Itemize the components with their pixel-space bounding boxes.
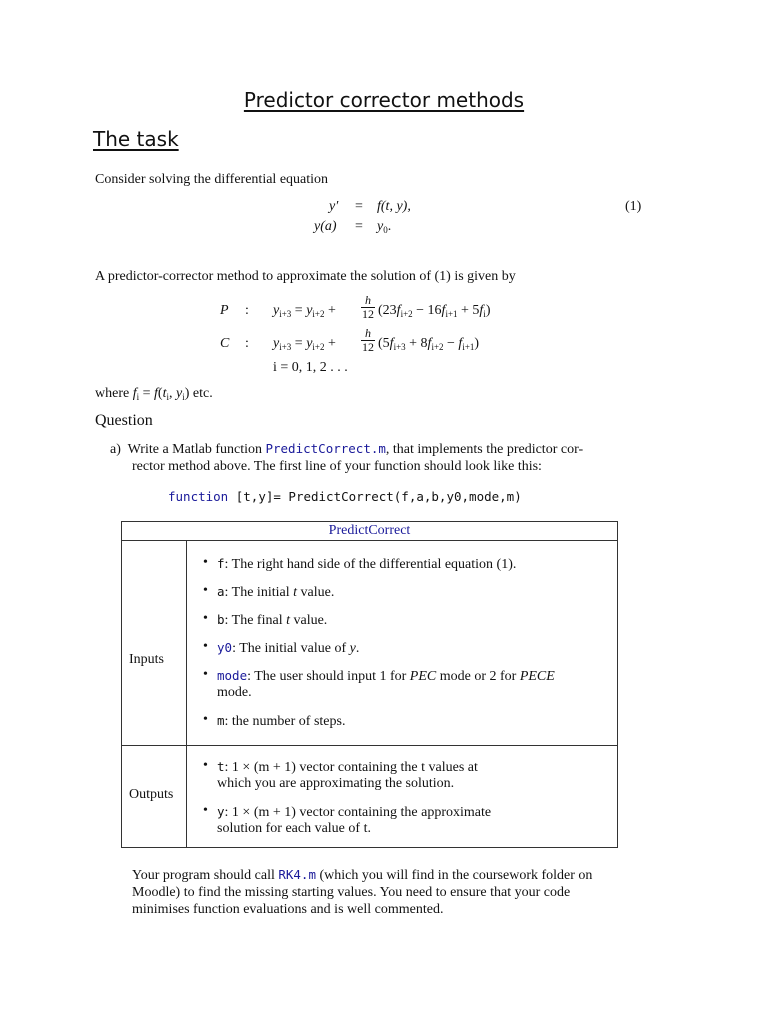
function-spec-table [121, 521, 618, 848]
filename-rk4: RK4.m [278, 867, 316, 882]
code-line: function [t,y]= PredictCorrect(f,a,b,y0,mode,m) [168, 489, 522, 504]
input-mode: • mode: The user should input 1 for PEC mode or 2 for PECE mode. [217, 668, 612, 701]
outputs-row [122, 745, 617, 847]
intro-text: Consider solving the differential equation [95, 172, 329, 187]
input-a: • a: The initial t value. [217, 584, 612, 601]
equation-number: (1) [625, 199, 642, 214]
inputs-label: Inputs [122, 540, 187, 745]
section-heading: The task [93, 127, 179, 151]
predictor-formula: P : $y_{i+3} = y_{i+2}$ + $\frac{h}{12}$ $(23f_{i+2} - 16f_{i+1} + 5f_i)$ [220, 293, 491, 321]
index-line: i = 0, 1, 2 . . . [273, 360, 348, 375]
closing-paragraph: Your program should call RK4.m (which you will find in the coursework folder on Moodle) to find the missing starting values. You need to ensure that your code minimises function evaluations and is well commented. [132, 867, 593, 917]
input-y0: • y0: The initial value of y. [217, 640, 612, 657]
question-heading: Question [95, 412, 153, 429]
inputs-row [122, 540, 617, 746]
where-text: where $f_i = f(t_i$, $y_i$) etc. [95, 386, 213, 402]
input-f: • f: The right hand side of the differential equation (1). [217, 556, 612, 573]
input-b: • b: The final t value. [217, 612, 612, 629]
filename-predictcorrect: PredictCorrect.m [265, 441, 386, 456]
ode-equation: y′ = f(t, y), (1) y(a) = $y_0$. [314, 199, 642, 235]
output-t: • t: 1 × (m + 1) vector containing the t values at which you are approximating the solution. [217, 759, 612, 792]
table-header: PredictCorrect [122, 522, 617, 541]
output-y: • y: 1 × (m + 1) vector containing the approximate solution for each value of t. [217, 804, 612, 837]
corrector-formula: C : $y_{i+3} = y_{i+2}$ + $\frac{h}{12}$ $(5f_{i+3} + 8f_{i+2} - f_{i+1})$ [220, 326, 480, 354]
pc-intro-text: A predictor-corrector method to approximate the solution of (1) is given by [95, 269, 516, 284]
input-m: • m: the number of steps. [217, 713, 612, 730]
page-title: Predictor corrector methods [243, 88, 525, 112]
outputs-label: Outputs [122, 745, 187, 847]
question-a: a) Write a Matlab function PredictCorrect.m, that implements the predictor cor- rector method above. The first line of your function should look like this: [110, 441, 584, 474]
